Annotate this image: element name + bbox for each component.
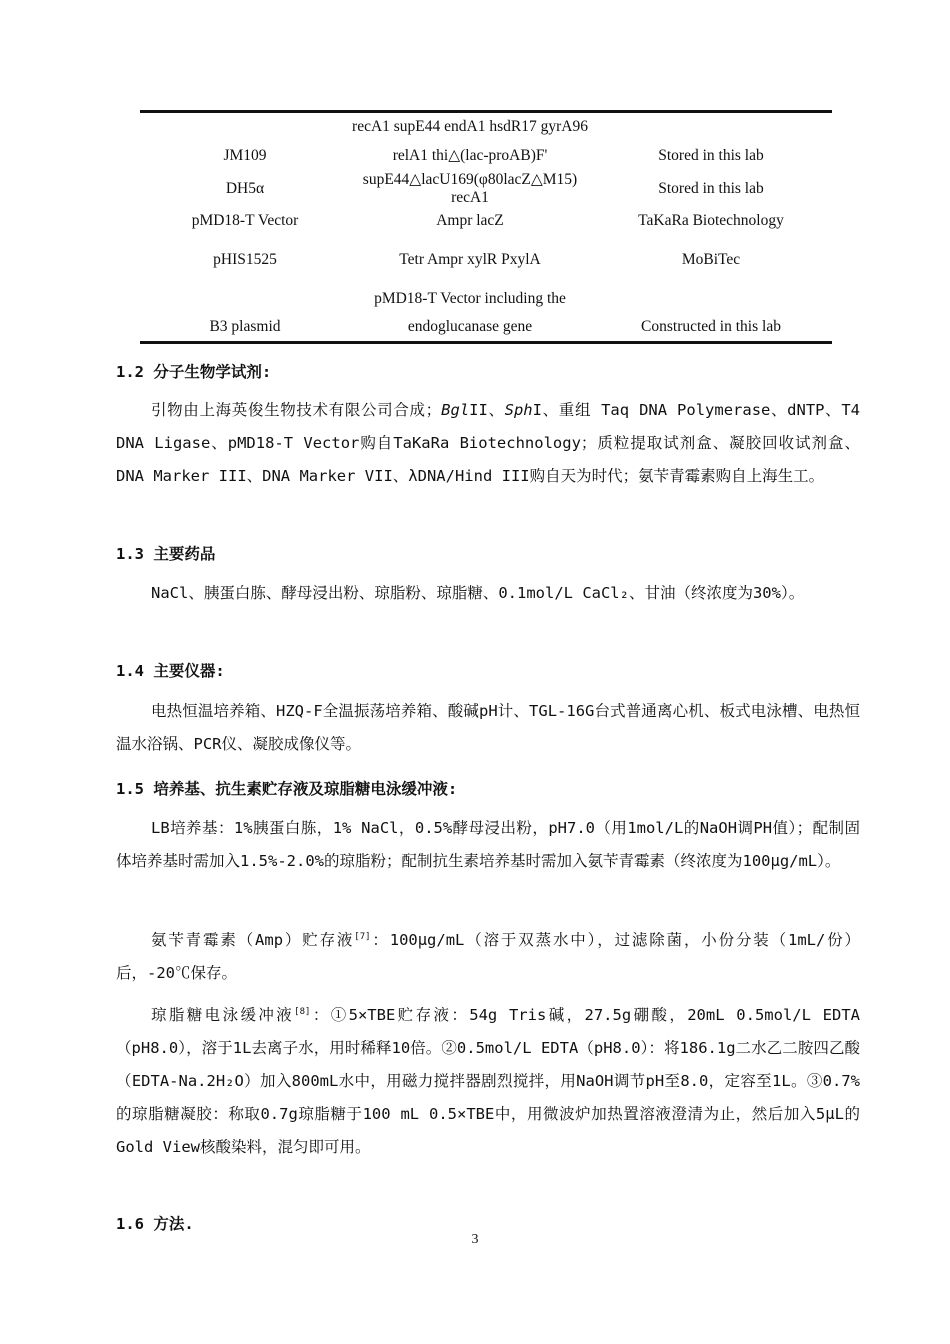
reagents-text-b: II、 bbox=[469, 401, 505, 419]
page-number: 3 bbox=[471, 1232, 479, 1247]
table-row bbox=[140, 313, 832, 341]
enzyme-sph: Sph bbox=[504, 401, 533, 419]
strain-name bbox=[140, 285, 350, 313]
table-row bbox=[140, 235, 832, 285]
table-row bbox=[140, 285, 832, 313]
section-heading-1-3: 1.3 主要药品 bbox=[116, 545, 216, 563]
table-row bbox=[140, 141, 832, 170]
paragraph-lb-medium: LB培养基：1%胰蛋白胨，1% NaCl，0.5%酵母浸出粉，pH7.0（用1mol/L的NaOH调PH值）；配制固体培养基时需加入1.5%-2.0%的琼脂粉；配制抗生素培养基时需加入氨苄青霉素（终浓度为100μg/mL）。 bbox=[116, 819, 860, 870]
paragraph-chemicals: NaCl、胰蛋白胨、酵母浸出粉、琼脂粉、琼脂糖、0.1mol/L CaCl₂、甘油（终浓度为30%）。 bbox=[151, 584, 805, 602]
table-bottom-rule bbox=[140, 341, 832, 344]
strain-name: JM109 bbox=[223, 146, 267, 164]
strain-genotype: relA1 thi△(lac-proAB)F' bbox=[392, 147, 548, 164]
paragraph-instruments: 电热恒温培养箱、HZQ-F全温振荡培养箱、酸碱pH计、TGL-16G台式普通离心机、板式电泳槽、电热恒温水浴锅、PCR仪、凝胶成像仪等。 bbox=[116, 702, 860, 753]
section-heading-1-5: 1.5 培养基、抗生素贮存液及琼脂糖电泳缓冲液: bbox=[116, 780, 458, 798]
strain-name: B3 plasmid bbox=[209, 318, 281, 335]
strain-name: pMD18-T Vector bbox=[191, 212, 299, 229]
citation-7: [7] bbox=[354, 932, 371, 942]
buffer-text-a: 琼脂糖电泳缓冲液 bbox=[151, 1006, 295, 1025]
enzyme-bgl: Bgl bbox=[441, 401, 470, 419]
section-heading-1-2: 1.2 分子生物学试剂: bbox=[116, 363, 272, 381]
strain-source: Stored in this lab bbox=[658, 146, 764, 164]
strain-genotype: recA1 supE44 endA1 hsdR17 gyrA96 bbox=[352, 118, 588, 135]
strain-source: MoBiTec bbox=[681, 251, 741, 268]
paragraph-amp-stock bbox=[116, 921, 860, 990]
table-row bbox=[140, 170, 832, 207]
strain-name bbox=[140, 113, 350, 141]
reagents-text-a: 引物由上海英俊生物技术有限公司合成； bbox=[151, 401, 442, 419]
reagents-text-c: I、重组 Taq DNA Polymerase、dNTP、T4 DNA Ligase、pMD18-T Vector购自TaKaRa Biotechnology；质粒提取试剂盒、凝胶回收试剂盒、DNA Marker III、DNA Marker VII、λDNA/Hind III购自天为时代；氨苄青霉素购自上海生工。 bbox=[116, 401, 860, 485]
strain-genotype: Tetr Ampr xylR PxylA bbox=[399, 251, 541, 268]
strain-name: DH5α bbox=[225, 179, 265, 197]
amp-text-a: 氨苄青霉素（Amp）贮存液 bbox=[151, 931, 355, 950]
strain-genotype: Ampr lacZ bbox=[436, 212, 504, 229]
strain-source bbox=[590, 113, 832, 141]
buffer-text-b: ：①5×TBE贮存液：54g Tris碱，27.5g硼酸，20mL 0.5mol/L EDTA（pH8.0），溶于1L去离子水，用时稀释10倍。②0.5mol/L EDTA（pH8.0）：将186.1g二水乙二胺四乙酸（EDTA-Na.2H₂O）加入800mL水中，用磁力搅拌器剧烈搅拌，用NaOH调节pH至8.0，定容至1L。③0.7%的琼脂糖凝胶：称取0.7g琼脂糖于100 mL 0.5×TBE中，用微波炉加热置溶液澄清为止，然后加入5μL的Gold View核酸染料，混匀即可用。 bbox=[116, 1006, 860, 1157]
paragraph-buffer bbox=[116, 996, 860, 1164]
strain-genotype: supE44△lacU169(φ80lacZ△M15) recA1 bbox=[362, 171, 578, 206]
paragraph-reagents bbox=[116, 394, 860, 493]
strain-name: pHIS1525 bbox=[213, 251, 277, 268]
strain-genotype: endoglucanase gene bbox=[407, 318, 533, 335]
strain-source: TaKaRa Biotechnology bbox=[638, 212, 784, 229]
table-row bbox=[140, 207, 832, 235]
strain-source: Constructed in this lab bbox=[641, 318, 781, 335]
amp-text-b: ：100μg/mL（溶于双蒸水中），过滤除菌，小份分装（1mL/份）后，-20℃保存。 bbox=[116, 931, 861, 983]
strain-plasmid-table bbox=[140, 110, 832, 344]
strain-source bbox=[590, 285, 832, 313]
strain-source: Stored in this lab bbox=[658, 179, 764, 197]
citation-8: [8] bbox=[294, 1007, 311, 1017]
section-heading-1-4: 1.4 主要仪器: bbox=[116, 662, 225, 680]
table-row bbox=[140, 113, 832, 141]
section-heading-1-6: 1.6 方法. bbox=[116, 1215, 194, 1233]
strain-genotype: pMD18-T Vector including the bbox=[374, 290, 566, 307]
